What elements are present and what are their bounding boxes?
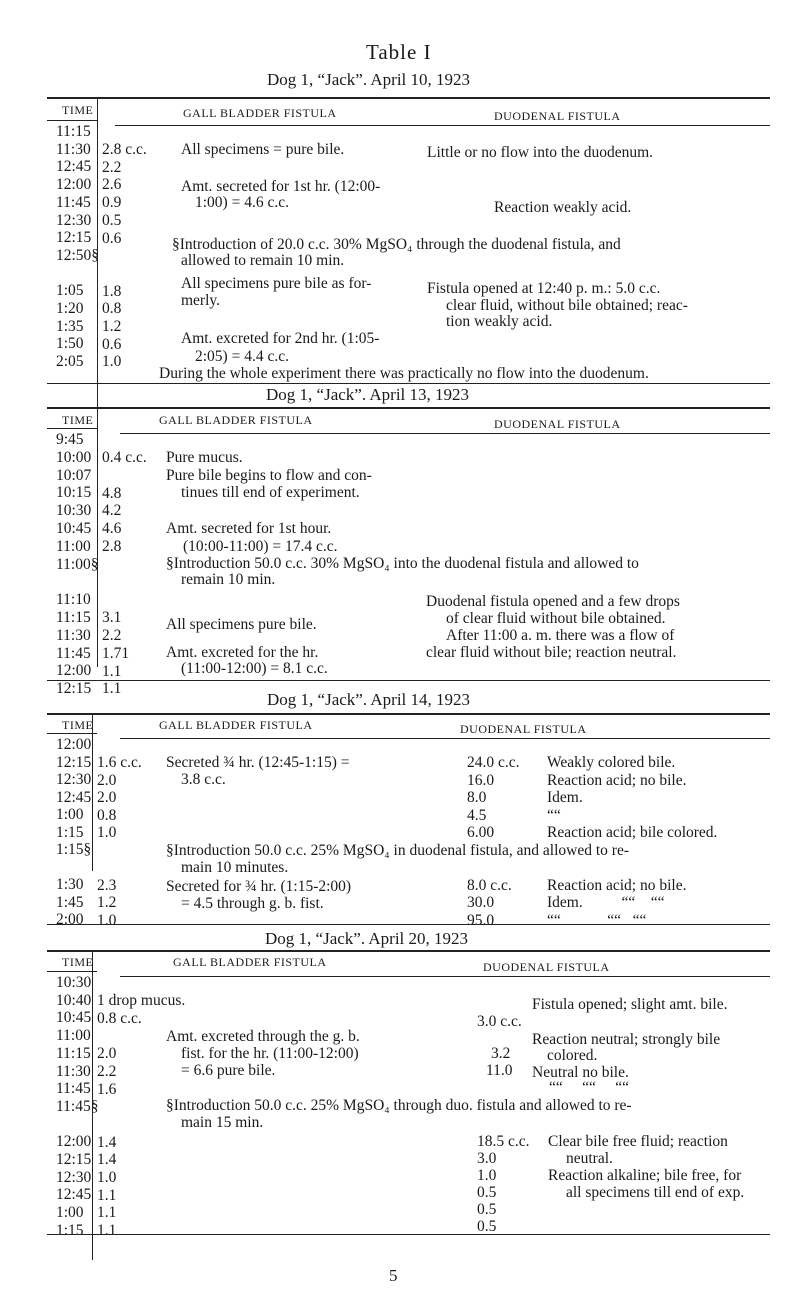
t2-gall-note: Pure mucus. (166, 449, 243, 466)
t1-gall-note: Amt. excreted for 2nd hr. (1:05- (181, 330, 380, 347)
t4-head-rule (120, 976, 770, 977)
t3-time-cell: 12:00 (56, 736, 92, 753)
t2-volume-cell: 3.1 (102, 609, 122, 627)
t2-duo-header: DUODENAL FISTULA (494, 417, 621, 431)
t4-time-cell: 10:40 (56, 991, 92, 1009)
t1-time-header: TIME (62, 103, 94, 117)
t4-time-cell: 1:15 (56, 1221, 84, 1239)
t3-bottom-rule (47, 924, 770, 925)
t4-time-cell: 12:45 (56, 1186, 92, 1204)
t1-duo-note: clear fluid, without bile obtained; reac- (446, 297, 688, 314)
t2-time-cell: 10:07 (56, 466, 92, 484)
t3-gall-header: GALL BLADDER FISTULA (159, 718, 313, 732)
t4-volume-cell: 0.8 c.c. (97, 1009, 142, 1027)
t2-time-cell: 11:15 (56, 609, 91, 626)
t1-gall-note: merly. (181, 292, 221, 309)
t2-duo-note: After 11:00 a. m. there was a flow of (446, 627, 675, 644)
t3-subtitle: Dog 1, “Jack”. April 14, 1923 (267, 690, 471, 709)
t1-introduction: §Introduction of 20.0 c.c. 30% MgSO₄ through the duodenal fistula, and (172, 236, 621, 253)
t2-col-rule (97, 407, 98, 667)
t3-gall-note: Secreted for ¾ hr. (1:15-2:00) (166, 878, 352, 895)
t1-volume-cell: 2.6 (102, 176, 122, 194)
t4-duo-amount: 1.0 (477, 1167, 497, 1184)
t4-duo-amount: 18.5 c.c. (477, 1133, 530, 1150)
t3-gall-note: Secreted ¾ hr. (12:45-1:15) = (166, 754, 350, 771)
t4-time-cell: 10:30 (56, 974, 92, 991)
t2-gall-note: (10:00-11:00) = 17.4 c.c. (183, 538, 338, 555)
t4-time-cell: 10:45 (56, 1009, 92, 1027)
t4-gall-header: GALL BLADDER FISTULA (173, 955, 327, 969)
t3-volume-cell: 0.8 (97, 806, 117, 824)
t4-volume-cell: 1.6 (97, 1080, 117, 1098)
t4-volume-cell: 1.1 (97, 1186, 117, 1204)
t4-duo-note: Fistula opened; slight amt. bile. (532, 996, 728, 1013)
t3-introduction-cont: main 10 minutes. (181, 859, 289, 876)
t3-duo-amount: 95.0 (467, 911, 495, 929)
t2-gall-note: All specimens pure bile. (166, 616, 317, 633)
t2-time-cell: 12:15 (56, 680, 92, 698)
t4-duo-amount: 0.5 (477, 1184, 497, 1201)
t3-time-cell: 1:00 (56, 806, 84, 823)
t2-volume-cell: 4.2 (102, 502, 122, 520)
t2-time-cell: 11:45 (56, 644, 91, 662)
page-number: 5 (389, 1266, 398, 1285)
t1-volume-cell: 0.6 (102, 229, 122, 247)
t1-time-cell: 12:15 (56, 229, 92, 247)
t1-head-rule (115, 125, 770, 126)
t3-duo-note: ““ (547, 806, 561, 824)
t3-time-cell: 1:30 (56, 876, 84, 893)
t1-time-cell: 1:35 (56, 317, 84, 335)
t4-bottom-rule (47, 1234, 770, 1235)
t2-volume-cell: 2.2 (102, 627, 122, 644)
t4-time-cell: 12:00 (56, 1133, 92, 1151)
t3-duo-amount: 8.0 c.c. (467, 876, 512, 894)
t3-volume-cell: 1.2 (97, 894, 117, 911)
t4-time-rule (47, 971, 97, 972)
t4-time-cell: 12:15 (56, 1151, 92, 1168)
t1-gall-note: All specimens pure bile as for- (181, 275, 372, 292)
t1-time-cell: 11:15 (56, 123, 91, 140)
t2-time-cell: 10:00 (56, 448, 92, 466)
t4-duo-note: neutral. (566, 1150, 613, 1167)
t4-duo-note: colored. (547, 1047, 598, 1064)
t1-duo-note: Reaction weakly acid. (494, 199, 632, 216)
t3-gall-note: 3.8 c.c. (181, 771, 226, 788)
t3-volume-cell: 2.3 (97, 876, 117, 894)
t4-volume-cell: 1.4 (97, 1151, 117, 1169)
t1-gall-note: All specimens = pure bile. (181, 141, 345, 158)
t1-time-cell: 12:00 (56, 176, 92, 194)
t2-introduction-cont: remain 10 min. (181, 571, 276, 588)
t2-time-rule (47, 428, 97, 429)
t4-duo-note: Reaction alkaline; bile free, for (548, 1167, 742, 1184)
t2-time-cell: 11:00 (56, 537, 91, 555)
t1-time-cell: 12:30 (56, 211, 92, 229)
t4-time-cell: 12:30 (56, 1168, 92, 1186)
t4-gall-note: Amt. excreted through the g. b. (166, 1028, 360, 1045)
t4-duo-amount: 0.5 (477, 1218, 497, 1235)
t3-time-cell: 2:00 (56, 911, 84, 928)
t4-introduction: §Introduction 50.0 c.c. 25% MgSO₄ through duo. fistula and allowed to re- (166, 1097, 632, 1114)
t2-time-cell: 9:45 (56, 431, 84, 448)
t1-bottom-rule (47, 383, 770, 384)
t2-time-cell: 11:10 (56, 591, 91, 609)
t3-introduction: §Introduction 50.0 c.c. 25% MgSO₄ in duodenal fistula, and allowed to re- (166, 842, 629, 859)
t1-time-cell: 11:30 (56, 140, 91, 158)
t2-volume-cell: 4.6 (102, 520, 122, 538)
t4-time-cell: 11:00 (56, 1027, 91, 1045)
t1-footer-note: During the whole experiment there was practically no flow into the duodenum. (159, 365, 649, 382)
t2-volume-cell: 1.1 (102, 662, 122, 680)
t1-top-rule (47, 97, 770, 99)
t1-duo-note: Little or no flow into the duodenum. (427, 144, 654, 161)
t3-duo-note: Weakly colored bile. (547, 754, 676, 771)
t4-volume-cell: 2.2 (97, 1062, 117, 1080)
t2-bottom-rule (47, 680, 770, 681)
t2-gall-note: (11:00-12:00) = 8.1 c.c. (181, 660, 328, 677)
t2-duo-note: of clear fluid without bile obtained. (446, 610, 666, 627)
t1-duo-note: tion weakly acid. (446, 313, 553, 330)
t2-duo-note: Duodenal fistula opened and a few drops (426, 593, 680, 610)
t3-duo-amount: 4.5 (467, 806, 487, 824)
t1-gall-note: 2:05) = 4.4 c.c. (195, 348, 289, 365)
t4-time-header: TIME (62, 955, 94, 969)
t1-volume-cell: 1.0 (102, 353, 122, 371)
t1-volume-cell: 2.8 c.c. (102, 141, 147, 158)
t3-time-cell: 1:15§ (56, 841, 92, 858)
t1-gall-header: GALL BLADDER FISTULA (183, 106, 337, 120)
t4-time-cell: 11:15 (56, 1044, 91, 1062)
t2-gall-note: Amt. secreted for 1st hour. (166, 520, 332, 537)
t4-duo-amount: 3.2 (491, 1045, 511, 1062)
t2-volume-cell: 2.8 (102, 538, 122, 555)
table-title: Table I (366, 40, 432, 64)
t2-volume-cell: 1.1 (102, 680, 122, 698)
t1-volume-cell: 0.5 (102, 211, 122, 229)
t4-duo-amount: 3.0 c.c. (477, 1013, 522, 1030)
t4-time-cell: 11:45 (56, 1080, 91, 1098)
t3-time-rule (47, 733, 97, 734)
t3-duo-note: Idem. ““ ““ (547, 894, 665, 911)
t2-time-cell: 11:30 (56, 626, 91, 644)
t3-time-cell: 1:45 (56, 893, 84, 911)
t4-introduction-cont: main 15 min. (181, 1114, 264, 1131)
t4-volume-cell: 1.1 (97, 1204, 117, 1222)
t4-time-cell: 11:45§ (56, 1097, 99, 1115)
t3-volume-cell: 2.0 (97, 789, 117, 806)
t4-top-rule (47, 950, 770, 952)
t2-top-rule (47, 407, 770, 409)
t4-subtitle: Dog 1, “Jack”. April 20, 1923 (265, 929, 469, 948)
t1-time-cell: 1:05 (56, 282, 84, 300)
t3-duo-amount: 30.0 (467, 894, 495, 911)
t1-time-cell: 1:20 (56, 300, 84, 317)
t3-time-cell: 12:45 (56, 788, 92, 806)
t4-volume-cell: 1.4 (97, 1133, 117, 1151)
t4-duo-note: Reaction neutral; strongly bile (532, 1031, 721, 1048)
t2-volume-cell: 1.71 (102, 644, 130, 662)
t2-time-cell: 10:15 (56, 484, 92, 502)
t3-col-rule (92, 713, 93, 871)
t4-duo-note: ““ ““ ““ (549, 1079, 630, 1096)
t1-duo-header: DUODENAL FISTULA (494, 109, 621, 123)
t3-duo-note: ““ ““ ““ (547, 911, 647, 929)
t2-gall-note: tinues till end of experiment. (181, 484, 360, 501)
t1-time-cell: 12:45 (56, 158, 92, 176)
t1-volume-cell: 2.2 (102, 158, 122, 176)
t4-volume-cell: 1 drop mucus. (97, 992, 186, 1009)
t2-volume-cell: 0.4 c.c. (102, 449, 147, 466)
t2-time-cell: 10:30 (56, 502, 92, 520)
t2-volume-cell: 4.8 (102, 484, 122, 502)
t4-gall-note: fist. for the hr. (11:00-12:00) (181, 1045, 359, 1062)
t3-duo-amount: 24.0 c.c. (467, 754, 520, 771)
t3-time-header: TIME (62, 718, 94, 732)
t3-duo-header: DUODENAL FISTULA (460, 722, 587, 736)
t2-gall-header: GALL BLADDER FISTULA (159, 413, 313, 427)
t1-volume-cell: 0.8 (102, 300, 122, 318)
t3-top-rule (47, 713, 770, 715)
t3-time-cell: 1:15 (56, 823, 84, 841)
t1-volume-cell: 0.6 (102, 335, 122, 353)
t1-time-rule (47, 120, 97, 121)
t3-head-rule (120, 738, 770, 739)
t4-time-cell: 11:30 (56, 1062, 91, 1080)
t1-volume-cell: 1.2 (102, 318, 122, 335)
t3-duo-note: Reaction acid; bile colored. (547, 824, 718, 841)
t1-subtitle: Dog 1, “Jack”. April 10, 1923 (267, 70, 471, 89)
t4-duo-amount: 11.0 (486, 1062, 513, 1079)
t2-gall-note: Amt. excreted for the hr. (166, 644, 319, 661)
t2-gall-note: Pure bile begins to flow and con- (166, 467, 372, 484)
t1-volume-cell: 0.9 (102, 194, 122, 212)
t4-time-cell: 1:00 (56, 1204, 84, 1222)
t1-duo-note: Fistula opened at 12:40 p. m.: 5.0 c.c. (427, 280, 661, 297)
t3-duo-note: Reaction acid; no bile. (547, 771, 687, 789)
t3-duo-note: Reaction acid; no bile. (547, 876, 687, 894)
t2-time-cell: 11:00§ (56, 555, 99, 573)
t4-volume-cell: 2.0 (97, 1045, 117, 1063)
t2-head-rule (120, 433, 770, 434)
t4-duo-amount: 0.5 (477, 1201, 497, 1218)
t1-time-cell: 1:50 (56, 335, 84, 353)
t3-duo-note: Idem. (547, 789, 583, 806)
t4-duo-amount: 3.0 (477, 1150, 497, 1167)
t4-volume-cell: 1.1 (97, 1222, 117, 1240)
t4-duo-note: all specimens till end of exp. (566, 1184, 745, 1201)
t2-time-cell: 10:45 (56, 520, 92, 537)
t3-duo-amount: 6.00 (467, 824, 495, 841)
t3-volume-cell: 1.6 c.c. (97, 754, 142, 771)
t4-duo-note: Clear bile free fluid; reaction (548, 1133, 728, 1150)
t4-volume-cell: 1.0 (97, 1169, 117, 1186)
t4-duo-header: DUODENAL FISTULA (483, 960, 610, 974)
t1-gall-note: 1:00) = 4.6 c.c. (195, 194, 289, 211)
t3-time-cell: 12:15 (56, 753, 92, 771)
t2-subtitle: Dog 1, “Jack”. April 13, 1923 (266, 385, 470, 404)
t3-gall-note: = 4.5 through g. b. fist. (181, 895, 324, 912)
t1-introduction-cont: allowed to remain 10 min. (181, 252, 345, 269)
t2-introduction: §Introduction 50.0 c.c. 30% MgSO₄ into the duodenal fistula and allowed to (166, 555, 639, 572)
t3-volume-cell: 2.0 (97, 771, 117, 789)
t2-time-header: TIME (62, 413, 94, 427)
t1-gall-note: Amt. secreted for 1st hr. (12:00- (181, 178, 381, 195)
t4-gall-note: = 6.6 pure bile. (181, 1062, 276, 1079)
t1-time-cell: 2:05 (56, 353, 84, 371)
t3-time-cell: 12:30 (56, 771, 92, 788)
t1-time-cell: 12:50§ (56, 246, 100, 264)
t2-duo-note: clear fluid without bile; reaction neutral. (426, 644, 677, 661)
t3-volume-cell: 1.0 (97, 911, 117, 929)
t3-duo-amount: 8.0 (467, 789, 487, 806)
t4-duo-note: Neutral no bile. (532, 1064, 629, 1081)
t1-time-cell: 11:45 (56, 193, 91, 211)
t3-volume-cell: 1.0 (97, 824, 117, 841)
t3-duo-amount: 16.0 (467, 771, 495, 789)
t2-time-cell: 12:00 (56, 662, 92, 680)
t1-volume-cell: 1.8 (102, 282, 122, 300)
